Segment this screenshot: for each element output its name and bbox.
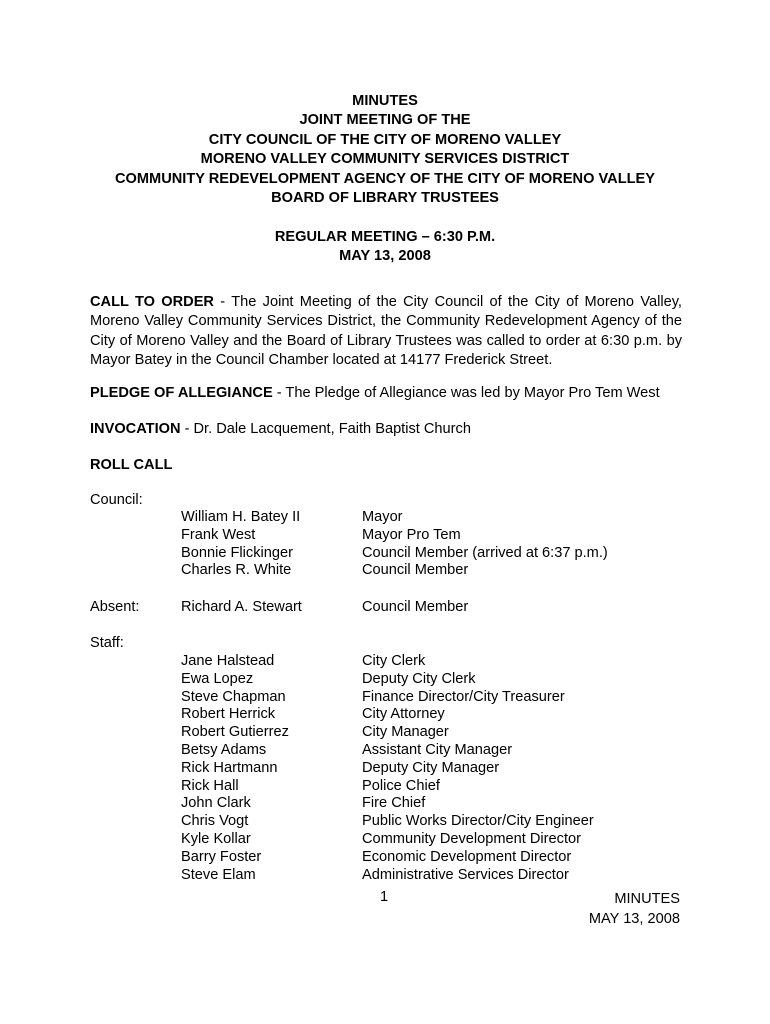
header-line-services-district: MORENO VALLEY COMMUNITY SERVICES DISTRICT [200, 151, 570, 168]
pledge-text: - The Pledge of Allegiance was led by Mayor Pro Tem West [272, 385, 660, 401]
absent-member-name: Richard A. Stewart [181, 599, 302, 615]
staff-name: Barry Foster [181, 848, 262, 865]
staff-name: Betsy Adams [181, 741, 267, 758]
pledge-paragraph [90, 384, 682, 403]
staff-title: City Attorney [362, 706, 445, 723]
call-to-order-paragraph [90, 293, 682, 371]
council-member-title: Mayor Pro Tem [362, 526, 461, 543]
running-footer [589, 889, 680, 929]
staff-title: Assistant City Manager [362, 741, 513, 758]
footer-doc-date: MAY 13, 2008 [588, 911, 680, 927]
staff-title: Administrative Services Director [362, 866, 569, 883]
document-header [60, 92, 710, 267]
header-spacer [60, 208, 710, 227]
staff-names [181, 653, 289, 884]
staff-name: Kyle Kollar [181, 830, 251, 847]
staff-name: Jane Halstead [181, 653, 275, 669]
roll-call-heading: ROLL CALL [90, 457, 173, 473]
header-line-redevelopment-agency: COMMUNITY REDEVELOPMENT AGENCY OF THE CITY OF MORENO VALLEY [114, 170, 655, 187]
staff-title: Finance Director/City Treasurer [362, 688, 565, 705]
staff-name: Steve Chapman [181, 688, 286, 705]
council-member-name: Frank West [181, 526, 256, 543]
meeting-type: REGULAR MEETING – 6:30 P.M. [274, 228, 496, 245]
staff-title: City Manager [362, 724, 449, 741]
council-member-name: Bonnie Flickinger [181, 544, 293, 561]
header-line-city-council: CITY COUNCIL OF THE CITY OF MORENO VALLEY [208, 131, 562, 148]
staff-title: Fire Chief [362, 795, 426, 812]
page-number: 1 [380, 889, 389, 905]
absent-label: Absent: [90, 599, 140, 615]
header-line-minutes: MINUTES [352, 93, 418, 109]
staff-label: Staff: [90, 635, 124, 651]
staff-title: City Clerk [362, 653, 426, 669]
invocation-paragraph [90, 420, 682, 439]
council-member-name: Charles R. White [181, 562, 292, 579]
pledge-label: PLEDGE OF ALLEGIANCE [90, 385, 273, 401]
call-to-order-text: - The Joint Meeting of the City Council of the City of Moreno Valley, Moreno Valley Community Services District, the Community Redevelopment Agency of the City of Moreno Valley and the Board of Library Trustees was called to order at 6:30 p.m. by Mayor Batey in the Council Chamber located at 14177 Frederick Street. [90, 294, 682, 369]
meeting-date: MAY 13, 2008 [339, 248, 431, 265]
call-to-order-label: CALL TO ORDER [90, 294, 214, 310]
header-line-library-trustees: BOARD OF LIBRARY TRUSTEES [271, 190, 499, 207]
staff-name: Steve Elam [181, 866, 256, 883]
staff-title: Police Chief [362, 777, 440, 794]
staff-title: Community Development Director [362, 830, 581, 847]
absent-member-title: Council Member [362, 599, 469, 615]
council-member-name: William H. Batey II [181, 509, 301, 525]
staff-name: Chris Vogt [181, 813, 249, 830]
invocation-label: INVOCATION [90, 421, 181, 437]
council-member-title: Mayor [362, 509, 403, 525]
header-line-joint-meeting: JOINT MEETING OF THE [299, 112, 471, 129]
staff-name: Robert Gutierrez [181, 724, 289, 741]
council-label: Council: [90, 492, 143, 508]
staff-name: Rick Hall [181, 777, 239, 794]
staff-title: Public Works Director/City Engineer [362, 813, 594, 830]
invocation-text: - Dr. Dale Lacquement, Faith Baptist Church [180, 421, 471, 437]
council-names [181, 509, 300, 580]
footer-doc-label: MINUTES [614, 891, 680, 907]
council-member-title: Council Member [362, 562, 469, 579]
staff-title: Economic Development Director [362, 848, 572, 865]
staff-name: Ewa Lopez [181, 670, 254, 687]
staff-titles [362, 653, 594, 884]
staff-name: John Clark [181, 795, 251, 812]
council-member-title: Council Member (arrived at 6:37 p.m.) [362, 544, 608, 561]
staff-title: Deputy City Manager [362, 759, 500, 776]
staff-name: Rick Hartmann [181, 759, 278, 776]
staff-title: Deputy City Clerk [362, 670, 476, 687]
council-titles [362, 509, 608, 580]
staff-name: Robert Herrick [181, 706, 276, 723]
